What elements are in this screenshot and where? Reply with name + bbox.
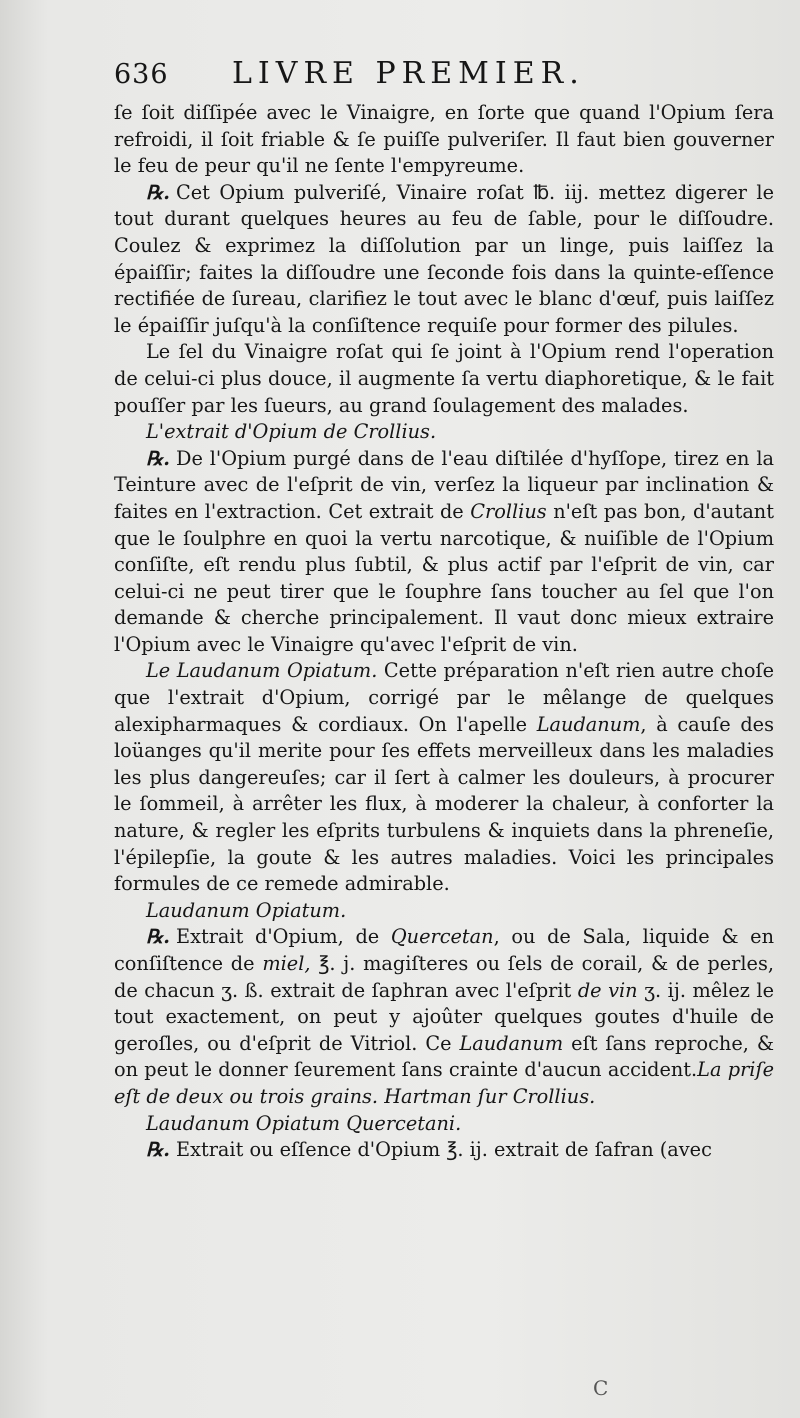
recipe-symbol: ℞. bbox=[146, 446, 170, 470]
dosage-note: La priſe eſt de deux ou trois grains. Hartman ſur Crollius. bbox=[114, 1058, 775, 1108]
paragraph-text: De l'Opium purgé dans de l'eau diſtilée d'hyſſope, tirez en la Teinture avec de l'eſprit de vin, verſez la liqueur par inclination & faites en l'extraction. Cet extrait de bbox=[114, 446, 774, 523]
author-name: Crollius bbox=[470, 499, 547, 523]
section-heading: Laudanum Opiatum Quercetani. bbox=[146, 1111, 462, 1135]
page-header bbox=[114, 56, 774, 100]
paragraph-text: n'eſt pas bon, d'autant que le ſoulphre en quoi la vertu narcotique, & nuiſible de l'Opium conſiſte, eſt rendu plus ſubtil, & plus actif par l'eſprit de vin, car celui-ci ne peut tirer que le ſouphre ſans toucher au ſel que l'on demande & cherche principalement. Il vaut donc mieux extraire l'Opium avec le Vinaigre qu'avec l'eſprit de vin. bbox=[114, 499, 774, 656]
paragraph-text: , à cauſe des loüanges qu'il merite pour ſes effets merveilleux dans les maladies les plus dangereuſes; car il ſert à calmer les douleurs, à procurer le ſommeil, à arrêter les flux, à moderer la chaleur, à conforter la nature, & regler les eſprits turbulens & inquiets dans la phreneſie, l'épilepſie, la goute & les autres maladies. Voici les principales formules de ce remede admirable. bbox=[114, 712, 774, 896]
inline-heading: Le Laudanum Opiatum. bbox=[146, 659, 378, 683]
paragraph bbox=[114, 180, 774, 340]
paragraph bbox=[114, 339, 774, 419]
page-body bbox=[114, 100, 774, 1164]
paragraph-text: ſe ſoit diſſipée avec le Vinaigre, en ſorte que quand l'Opium ſera refroidi, il ſoit friable & ſe puiſſe pulveriſer. Il faut bien gouverner le feu de peur qu'il ne ſente l'empyreume. bbox=[114, 101, 774, 178]
term: Laudanum bbox=[536, 712, 641, 736]
paragraph-text: eſt ſans reproche, & on peut le donner ſeurement ſans crainte d'aucun accident. bbox=[114, 1031, 774, 1082]
running-title: LIVRE PREMIER. bbox=[232, 56, 585, 91]
page-number: 636 bbox=[114, 59, 169, 90]
paragraph bbox=[114, 446, 774, 659]
paragraph bbox=[114, 658, 774, 897]
paragraph-text: Extrait d'Opium, de bbox=[176, 925, 380, 949]
section-heading: Laudanum Opiatum. bbox=[146, 898, 347, 922]
recipe-symbol: ℞. bbox=[146, 925, 170, 949]
paragraph-text: ʒ. ij. mêlez le tout exactement, on peut y ajoûter quelques goutes d'huile de geroſles, ou d'eſprit de Vitriol. Ce bbox=[114, 978, 774, 1055]
paragraph-text: Cet Opium pulveriſé, Vinaire roſat ℔. iij. mettez digerer le tout durant quelques heures au feu de ſable, pour le diſſoudre. Coulez & exprimez la diſſolution par un linge, puis laiſſez la épaiſſir; faites la diſſoudre une ſeconde fois dans la quinte-eſſence rectifiée de ſureau, clarifiez le tout avec le blanc d'œuf, puis laiſſez le épaiſſir juſqu'à la conſiſtence requiſe pour former des pilules. bbox=[114, 180, 774, 337]
paragraph bbox=[114, 1137, 774, 1164]
paragraph-text: ℥. j. magiſteres ou ſels de corail, & de perles, de chacun ʒ. ß. extrait de ſaphran avec l'eſprit bbox=[114, 952, 774, 1002]
section-heading: L'extrait d'Opium de Crollius. bbox=[146, 420, 437, 444]
term: Laudanum bbox=[459, 1031, 564, 1055]
recipe-symbol: ℞. bbox=[146, 1138, 170, 1162]
paragraph-text: Cette préparation n'eſt rien autre choſe que l'extrait d'Opium, corrigé par le mêlange de quelques alexipharmaques & cordiaux. On l'apelle bbox=[114, 659, 774, 736]
recipe-symbol: ℞. bbox=[146, 180, 170, 204]
term: miel, bbox=[262, 952, 311, 975]
author-name: Quercetan bbox=[390, 925, 494, 949]
paragraph bbox=[114, 100, 774, 180]
signature-mark: C bbox=[593, 1376, 609, 1400]
paragraph-text: , ou de Sala, liquide & en conſiſtence de bbox=[114, 925, 774, 975]
paragraph bbox=[114, 924, 774, 1110]
paragraph-text: Le ſel du Vinaigre roſat qui ſe joint à l'Opium rend l'operation de celui-ci plus douce, il augmente ſa vertu diaphoretique, & le fait pouſſer par les ſueurs, au grand ſoulagement des malades. bbox=[114, 340, 774, 417]
paragraph-text: Extrait ou eſſence d'Opium ℥. ij. extrait de ſafran (avec bbox=[176, 1138, 712, 1162]
term: de vin bbox=[577, 978, 638, 1002]
